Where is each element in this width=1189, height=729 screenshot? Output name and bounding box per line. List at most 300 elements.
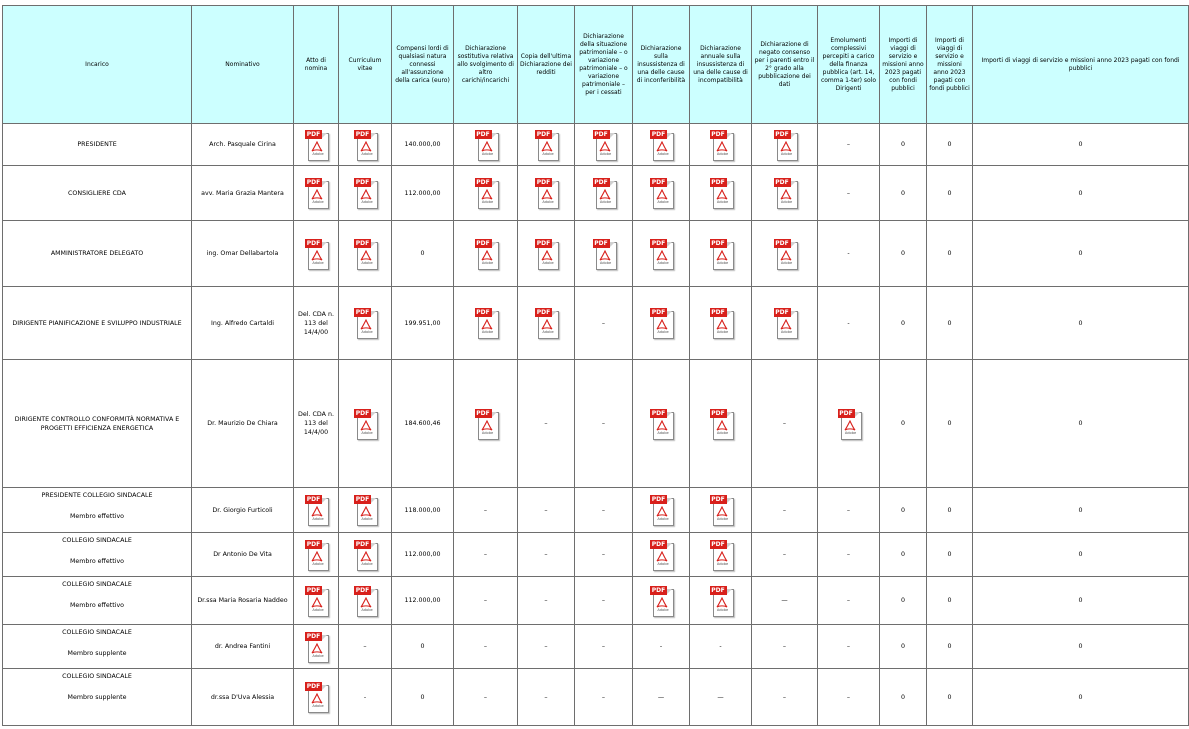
value-cell [575,533,633,577]
value-cell [818,124,880,166]
value-cell [752,625,818,669]
adobe-label: Adobe [481,200,494,204]
cell-value: – [363,643,367,650]
value-cell [818,488,880,533]
cell-value: – [782,506,787,514]
name-cell: Dr. Giorgio Furticoli [192,488,294,533]
value-cell [927,221,973,287]
cell-value: – [846,643,851,650]
value-cell [339,669,392,726]
pdf-tag-label: PDF [651,179,666,186]
cell-value: – [782,420,787,427]
pdf-icon[interactable] [710,540,732,570]
role-cell [3,577,192,625]
pdf-tag-label: PDF [594,239,608,247]
cell-value: 199.951,00 [404,319,441,327]
cell-value: – [846,551,851,558]
pdf-icon[interactable] [354,586,376,616]
pdf-icon[interactable] [650,586,672,616]
document-cell [690,287,752,360]
cell-value: 112.000,00 [404,597,441,604]
adobe-label: Adobe [361,561,373,566]
pdf-icon[interactable] [354,130,376,160]
value-cell [927,166,973,221]
pdf-icon[interactable] [650,540,672,570]
adobe-label: Adobe [361,430,373,435]
pdf-icon[interactable] [593,239,615,269]
pdf-icon[interactable] [305,178,327,208]
pdf-icon[interactable] [593,178,615,208]
cell-value: 0 [1078,250,1083,257]
role-cell [3,488,192,533]
value-cell [454,533,518,577]
value-cell [633,669,690,726]
value-cell [818,166,880,221]
pdf-tag-label: PDF [355,586,370,594]
role-label: AMMINISTRATORE DELEGATO [50,250,144,257]
column-header: Dichiarazione annuale sulla insussistenza di una delle cause di incompatibilità [690,6,752,124]
incarichi-table [2,5,1189,726]
pdf-icon[interactable] [593,130,615,160]
adobe-label: Adobe [599,151,612,156]
value-cell [973,577,1189,625]
role-label: COLLEGIO SINDACALE [62,673,132,680]
pdf-icon[interactable] [305,632,327,662]
document-cell [454,166,518,221]
adobe-label: Adobe [657,561,669,566]
adobe-label: Adobe [599,260,612,265]
cell-value: 0 [1078,597,1083,604]
value-cell [818,533,880,577]
cell-value: – [483,506,488,514]
value-cell [752,577,818,625]
pdf-tag-label: PDF [594,130,608,138]
cell-value: – [782,643,787,650]
value-cell [294,360,339,488]
value-cell [973,360,1189,488]
cell-value: 0 [420,250,425,257]
pdf-icon[interactable] [354,409,376,439]
document-cell [294,124,339,166]
adobe-label: Adobe [312,607,324,612]
cell-value: – [782,693,787,701]
column-header: Compensi lordi di qualsiasi natura connessi all'assunzione della carica (euro) [392,6,454,124]
adobe-label: Adobe [542,200,554,204]
value-cell [752,669,818,726]
value-cell [392,625,454,669]
value-cell [518,625,575,669]
cell-value: - [847,319,850,327]
value-cell [294,287,339,360]
cell-value: 0 [900,506,905,514]
cell-value: – [782,551,787,558]
value-cell [454,669,518,726]
document-cell [818,360,880,488]
value-cell [818,221,880,287]
pdf-icon[interactable] [354,239,376,269]
role-cell [3,287,192,360]
pdf-icon[interactable] [475,178,497,208]
cell-value: – [483,597,488,604]
pdf-tag-label: PDF [536,130,551,138]
name-cell: dr.ssa D'Uva Alessia [192,669,294,726]
adobe-label: Adobe [542,151,554,156]
document-cell [575,166,633,221]
document-cell [752,124,818,166]
cell-value: – [483,693,488,701]
pdf-tag-label: PDF [775,130,789,138]
cell-value: - [363,693,367,701]
pdf-icon[interactable] [305,682,327,712]
adobe-label: Adobe [312,653,324,658]
cell-value: 0 [947,189,952,197]
value-cell [880,533,927,577]
pdf-icon[interactable] [710,130,732,160]
column-header: Dichiarazione della situazione patrimoniale – o variazione patrimoniale – o variazione patrimoniale – per i cessati [575,6,633,124]
pdf-tag-label: PDF [711,540,725,548]
column-header: Dichiarazione di negato consenso per i parenti entro il 2° grado alla pubblicazione dei dati [752,6,818,124]
pdf-icon[interactable] [710,409,732,439]
table-row [3,166,1189,221]
cell-value: — [717,693,724,701]
cell-value: – [846,189,851,197]
pdf-icon[interactable] [774,239,796,269]
role-cell [3,669,192,726]
adobe-label: Adobe [657,200,669,204]
adobe-label: Adobe [361,200,373,204]
member-type-label: Membro effettivo [69,558,125,565]
adobe-label: Adobe [361,517,373,521]
value-cell [880,360,927,488]
pdf-icon[interactable] [535,178,557,208]
table-row [3,577,1189,625]
pdf-icon[interactable] [838,409,860,439]
role-cell [3,360,192,488]
document-cell [454,221,518,287]
document-cell [339,124,392,166]
member-type-label: Membro supplente [67,650,127,657]
table-row [3,287,1189,360]
document-cell [633,124,690,166]
adobe-label: Adobe [657,430,669,435]
pdf-icon[interactable] [535,239,557,269]
document-cell [294,488,339,533]
document-cell [690,577,752,625]
cell-value: – [544,597,548,604]
pdf-icon[interactable] [710,308,732,338]
pdf-tag-label: PDF [651,309,666,316]
pdf-icon[interactable] [774,308,796,338]
cell-value: Del. CDA n. 113 del 14/4/00 [298,411,334,436]
adobe-label: Adobe [657,607,669,612]
adobe-label: Adobe [657,330,669,334]
cell-value: Del. CDA n. 113 del 14/4/00 [298,310,334,336]
pdf-icon[interactable] [710,586,732,616]
pdf-icon[interactable] [650,495,672,525]
pdf-tag-label: PDF [711,586,725,594]
pdf-tag-label: PDF [306,632,321,640]
cell-value: – [846,506,851,514]
pdf-icon[interactable] [305,239,327,269]
pdf-icon[interactable] [710,495,732,525]
document-cell [633,533,690,577]
value-cell [880,124,927,166]
cell-value: 112.000,00 [404,551,441,558]
cell-value: 0 [900,420,905,427]
pdf-icon[interactable] [475,130,497,160]
adobe-label: Adobe [312,561,324,566]
pdf-tag-label: PDF [306,586,321,594]
value-cell [518,533,575,577]
pdf-icon[interactable] [475,239,497,269]
cell-value: 118.000,00 [404,506,441,514]
document-cell [454,124,518,166]
document-cell [518,221,575,287]
role-cell [3,124,192,166]
role-cell [3,221,192,287]
value-cell [927,360,973,488]
document-cell [339,577,392,625]
pdf-icon[interactable] [305,586,327,616]
document-cell [690,166,752,221]
value-cell [690,669,752,726]
pdf-tag-label: PDF [355,309,370,316]
pdf-tag-label: PDF [476,239,490,247]
document-cell [690,488,752,533]
value-cell [973,287,1189,360]
value-cell [818,669,880,726]
cell-value: - [719,643,722,650]
cell-value: – [601,319,606,327]
document-cell [633,221,690,287]
value-cell [818,625,880,669]
column-header: Dichiarazione sostitutiva relativa allo svolgimento di altro carichi/incarichi [454,6,518,124]
cell-value: 0 [900,693,905,701]
name-cell: dr. Andrea Fantini [192,625,294,669]
adobe-label: Adobe [542,330,554,334]
role-label: DIRIGENTE PIANIFICAZIONE E SVILUPPO INDUSTRIALE [12,319,182,327]
adobe-label: Adobe [780,151,793,156]
pdf-icon[interactable] [535,308,557,338]
document-cell [294,166,339,221]
document-cell [752,287,818,360]
value-cell [518,488,575,533]
name-cell: avv. Maria Grazia Mantera [192,166,294,221]
pdf-icon[interactable] [305,130,327,160]
pdf-icon[interactable] [305,495,327,525]
cell-value: 0 [1078,643,1083,650]
pdf-tag-label: PDF [775,179,789,186]
adobe-label: Adobe [312,200,324,204]
adobe-label: Adobe [716,260,729,265]
pdf-tag-label: PDF [536,309,551,316]
table-row [3,533,1189,577]
value-cell [880,577,927,625]
value-cell [880,221,927,287]
column-header: Incarico [3,6,192,124]
cell-value: 0 [900,597,905,604]
column-header: Importi di viaggi di servizio e missioni anno 2023 pagati con fondi pubblici [880,6,927,124]
value-cell [973,221,1189,287]
value-cell [973,625,1189,669]
pdf-icon[interactable] [354,178,376,208]
role-label: COLLEGIO SINDACALE [62,537,132,544]
adobe-label: Adobe [716,430,729,435]
value-cell [575,360,633,488]
pdf-tag-label: PDF [775,309,789,316]
adobe-label: Adobe [657,260,669,265]
cell-value: 0 [900,551,905,558]
value-cell [392,533,454,577]
value-cell [690,625,752,669]
role-label: CONSIGLIERE CDA [68,189,126,197]
cell-value: - [659,643,663,650]
cell-value: 0 [1078,319,1083,327]
document-cell [575,221,633,287]
role-label: PRESIDENTE COLLEGIO SINDACALE [41,492,153,499]
pdf-tag-label: PDF [594,179,608,186]
cell-value: – [544,506,548,514]
pdf-icon[interactable] [710,239,732,269]
pdf-tag-label: PDF [651,496,666,503]
pdf-tag-label: PDF [711,239,725,247]
value-cell [518,360,575,488]
adobe-label: Adobe [312,151,324,156]
cell-value: 0 [947,319,952,327]
value-cell [392,166,454,221]
pdf-icon[interactable] [650,239,672,269]
value-cell [927,669,973,726]
cell-value: – [544,643,548,650]
document-cell [690,221,752,287]
column-header: Emolumenti complessivi percepiti a carico della finanza pubblica (art. 14, comma 1-ter) solo Dirigenti [818,6,880,124]
adobe-label: Adobe [780,330,793,334]
adobe-label: Adobe [716,330,729,334]
document-cell [575,124,633,166]
document-cell [518,166,575,221]
cell-value: 0 [1078,141,1083,148]
pdf-tag-label: PDF [306,130,321,138]
pdf-icon[interactable] [354,495,376,525]
pdf-icon[interactable] [475,409,497,439]
table-row [3,221,1189,287]
pdf-tag-label: PDF [476,309,490,316]
pdf-icon[interactable] [305,540,327,570]
cell-value: - [847,250,850,257]
value-cell [927,625,973,669]
pdf-tag-label: PDF [711,409,725,417]
pdf-tag-label: PDF [651,130,666,138]
pdf-icon[interactable] [354,308,376,338]
value-cell [575,669,633,726]
pdf-icon[interactable] [650,409,672,439]
pdf-tag-label: PDF [355,239,370,247]
document-cell [690,360,752,488]
value-cell [518,669,575,726]
cell-value: 0 [420,693,425,701]
document-cell [339,533,392,577]
cell-value: — [657,693,665,701]
pdf-tag-label: PDF [355,496,370,503]
document-cell [518,124,575,166]
adobe-label: Adobe [716,561,729,566]
document-cell [339,166,392,221]
document-cell [690,533,752,577]
cell-value: – [544,420,548,427]
cell-value: – [544,551,548,558]
cell-value: – [601,597,606,604]
cell-value: 0 [947,643,952,650]
pdf-tag-label: PDF [711,130,725,138]
role-cell [3,166,192,221]
document-cell [752,221,818,287]
pdf-icon[interactable] [354,540,376,570]
pdf-icon[interactable] [650,308,672,338]
adobe-label: Adobe [716,151,729,156]
pdf-tag-label: PDF [651,540,666,548]
table-row [3,669,1189,726]
pdf-icon[interactable] [774,130,796,160]
cell-value: 0 [1078,506,1083,514]
adobe-label: Adobe [361,260,373,265]
value-cell [575,287,633,360]
value-cell [633,625,690,669]
adobe-label: Adobe [716,607,729,612]
role-label: COLLEGIO SINDACALE [62,581,132,588]
pdf-icon[interactable] [650,178,672,208]
value-cell [818,577,880,625]
document-cell [294,625,339,669]
cell-value: – [601,420,606,427]
member-type-label: Membro effettivo [69,602,125,609]
adobe-label: Adobe [481,260,494,265]
pdf-tag-label: PDF [476,179,490,186]
cell-value: 0 [900,189,905,197]
value-cell [927,287,973,360]
cell-value: 0 [947,597,952,604]
pdf-icon[interactable] [475,308,497,338]
value-cell [392,577,454,625]
value-cell [880,669,927,726]
adobe-label: Adobe [481,330,494,334]
cell-value: – [483,551,488,558]
document-cell [339,287,392,360]
value-cell [927,533,973,577]
pdf-icon[interactable] [774,178,796,208]
document-cell [294,669,339,726]
value-cell [575,488,633,533]
pdf-icon[interactable] [535,130,557,160]
cell-value: – [846,141,851,148]
value-cell [454,488,518,533]
adobe-label: Adobe [312,517,324,521]
value-cell [973,124,1189,166]
document-cell [752,166,818,221]
pdf-tag-label: PDF [651,239,666,247]
value-cell [818,287,880,360]
value-cell [392,287,454,360]
pdf-icon[interactable] [710,178,732,208]
name-cell: Arch. Pasquale Cirina [192,124,294,166]
value-cell [752,488,818,533]
value-cell [392,360,454,488]
document-cell [339,360,392,488]
pdf-icon[interactable] [650,130,672,160]
document-cell [294,221,339,287]
cell-value: 0 [947,420,952,427]
value-cell [392,124,454,166]
document-cell [633,360,690,488]
